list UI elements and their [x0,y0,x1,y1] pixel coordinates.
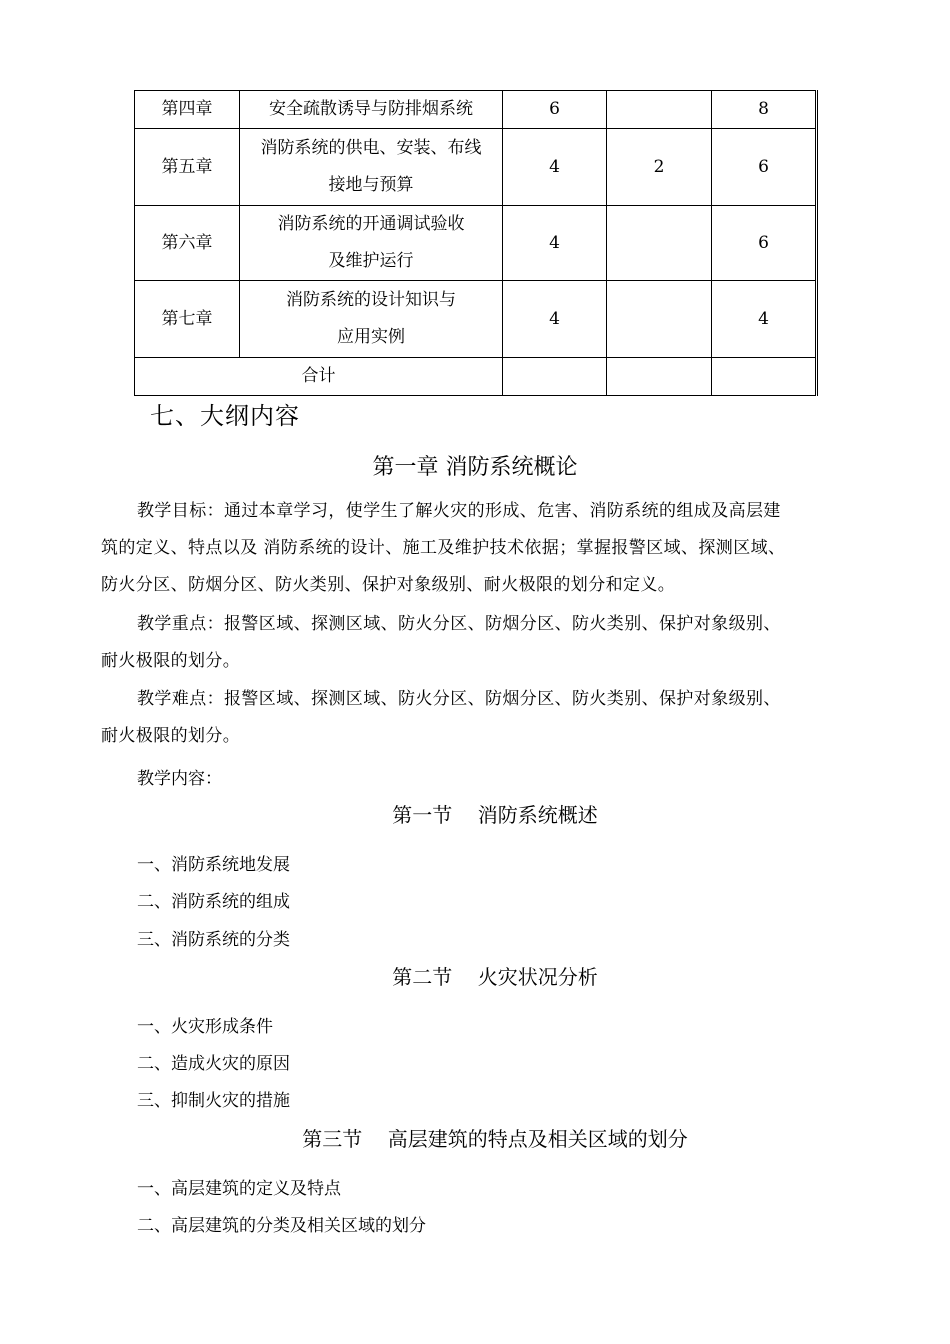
hours-table [134,90,818,396]
list-item: 二、高层建筑的分类及相关区域的划分 [137,1216,426,1236]
table-row [135,91,817,129]
paragraph-line: 筑的定义、特点以及 消防系统的设计、施工及维护技术依据；掌握报警区域、探测区域、 [101,538,786,558]
teaching-key-points [101,606,853,680]
list-item: 一、消防系统地发展 [137,855,290,875]
table-total-row [135,358,817,396]
chapter-cell: 第七章 [135,281,240,358]
lab-hours-cell: 2 [607,129,712,206]
section-title: 第三节 高层建筑的特点及相关区域的划分 [302,1127,688,1151]
chapter-title-cell [240,91,503,129]
list-item: 二、造成火灾的原因 [137,1054,290,1074]
paragraph-line: 耐火极限的划分。 [101,726,241,746]
paragraph-line: 教学目标：通过本章学习，使学生了解火灾的形成、危害、消防系统的组成及高层建 [137,501,781,521]
teaching-content-label: 教学内容： [137,769,222,789]
lab-hours-cell [607,281,712,358]
total-lab-cell [607,358,712,396]
list-item: 一、高层建筑的定义及特点 [137,1179,341,1199]
title-line: 应用实例 [337,327,405,347]
chapter-title-cell [240,129,503,206]
table-row [135,281,817,358]
lab-hours-cell [607,91,712,129]
paragraph-line: 耐火极限的划分。 [101,651,241,671]
title-line: 及维护运行 [328,251,414,271]
title-line: 接地与预算 [328,175,414,195]
total-lecture-cell [503,358,607,396]
list-item: 三、消防系统的分类 [137,930,290,950]
teaching-objectives [101,493,853,604]
title-line: 安全疏散诱导与防排烟系统 [269,99,473,119]
paragraph-line: 教学难点：报警区域、探测区域、防火分区、防烟分区、防火类别、保护对象级别、 [137,689,781,709]
title-line: 消防系统的设计知识与 [286,290,456,310]
lecture-hours-cell: 4 [503,281,607,358]
paragraph-line: 教学重点：报警区域、探测区域、防火分区、防烟分区、防火类别、保护对象级别、 [137,614,781,634]
total-hours-cell: 6 [712,206,817,281]
teaching-difficulties [101,681,853,755]
section-title: 第二节 火灾状况分析 [392,965,598,989]
chapter-title-cell [240,281,503,358]
list-item: 三、抑制火灾的措施 [137,1091,290,1111]
list-item: 一、火灾形成条件 [137,1017,273,1037]
total-hours-cell: 8 [712,91,817,129]
chapter-cell: 第六章 [135,206,240,281]
chapter-cell: 第五章 [135,129,240,206]
total-label-cell: 合计 [135,358,503,396]
total-hours-cell: 6 [712,129,817,206]
lab-hours-cell [607,206,712,281]
table-row [135,129,817,206]
paragraph-line: 防火分区、防烟分区、防火类别、保护对象级别、耐火极限的划分和定义。 [101,575,676,595]
total-total-cell [712,358,817,396]
chapter-cell: 第四章 [135,91,240,129]
lecture-hours-cell: 4 [503,206,607,281]
chapter-title: 第一章 消防系统概论 [372,455,578,480]
list-item: 二、消防系统的组成 [137,892,290,912]
lecture-hours-cell: 4 [503,129,607,206]
lecture-hours-cell: 6 [503,91,607,129]
outline-heading: 七、大纲内容 [150,402,300,430]
total-hours-cell: 4 [712,281,817,358]
chapter-title-cell [240,206,503,281]
section-title: 第一节 消防系统概述 [392,803,598,827]
title-line: 消防系统的供电、安装、布线 [260,138,482,158]
table-row [135,206,817,281]
title-line: 消防系统的开通调试验收 [277,214,465,234]
